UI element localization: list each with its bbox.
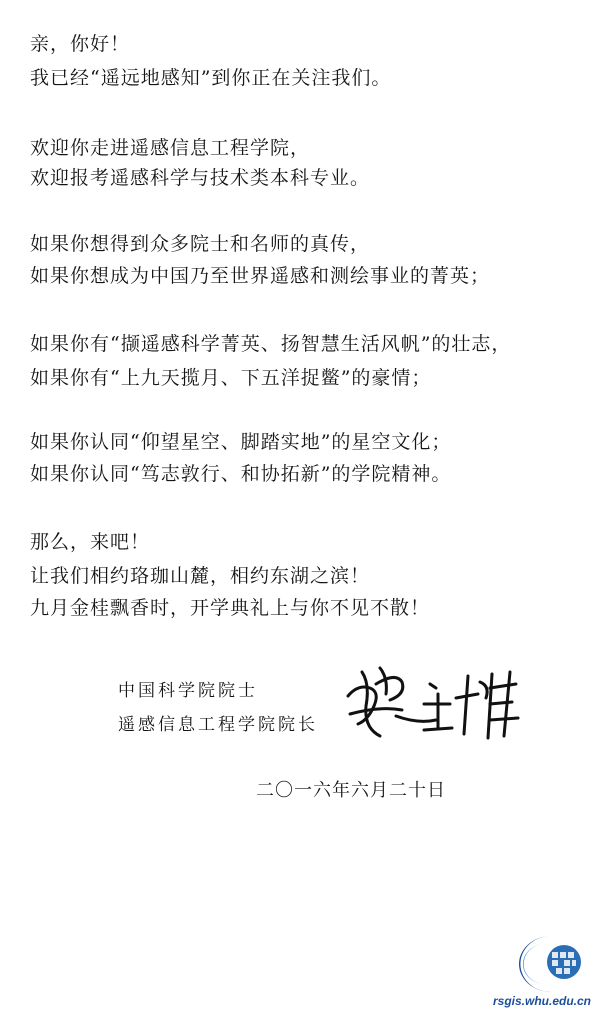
letter-line: 让我们相约珞珈山麓，相约东湖之滨！ [30, 565, 371, 587]
globe-logo-icon [492, 930, 592, 996]
letter-line: 欢迎你走进遥感信息工程学院， [30, 137, 311, 159]
letter-line: 如果你有“上九天揽月、下五洋捉鳖”的豪情； [30, 367, 432, 389]
letter-line: 如果你有“撷遥感科学菁英、扬智慧生活风帆”的壮志， [30, 333, 512, 355]
letter-date: 二〇一六年六月二十日 [256, 780, 446, 801]
letter-line: 如果你想得到众多院士和名师的真传， [30, 233, 371, 255]
letter-line: 我已经“遥远地感知”到你正在关注我们。 [30, 67, 392, 89]
signature-title-dean: 遥感信息工程学院院长 [118, 715, 318, 735]
letter-line: 亲，你好！ [30, 33, 131, 55]
letter-line: 那么，来吧！ [30, 531, 151, 553]
signature-title-academician: 中国科学院院士 [118, 681, 258, 701]
website-url: rsgis.whu.edu.cn [492, 994, 591, 1008]
letter-line: 如果你想成为中国乃至世界遥感和测绘事业的菁英； [30, 265, 491, 287]
letter-line: 欢迎报考遥感科学与技术类本科专业。 [30, 167, 371, 189]
letter-line: 如果你认同“笃志敦行、和协拓新”的学院精神。 [30, 463, 452, 485]
school-logo [492, 930, 592, 1020]
handwritten-signature [340, 654, 530, 744]
letter-line: 九月金桂飘香时，开学典礼上与你不见不散！ [30, 597, 431, 619]
letter-line: 如果你认同“仰望星空、脚踏实地”的星空文化； [30, 431, 452, 453]
